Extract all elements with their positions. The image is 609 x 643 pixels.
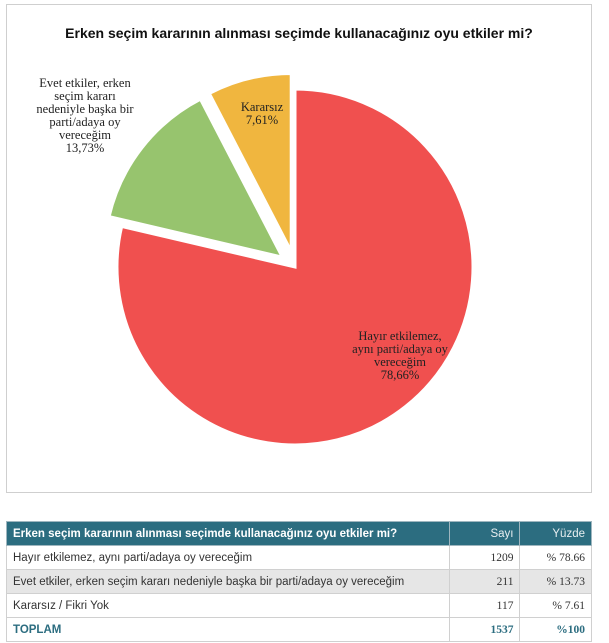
row-label: Kararsız / Fikri Yok bbox=[7, 594, 450, 618]
row-percent: % 78.66 bbox=[520, 546, 592, 570]
table-row bbox=[7, 546, 592, 570]
row-percent: % 13.73 bbox=[520, 570, 592, 594]
table-header-percent: Yüzde bbox=[520, 522, 592, 546]
table-row bbox=[7, 594, 592, 618]
slice-label-undecided: Kararsız 7,61% bbox=[240, 100, 284, 127]
pie-chart bbox=[7, 5, 593, 494]
chart-title: Erken seçim kararının alınması seçimde kullanacağınız oyu etkiler mi? bbox=[65, 25, 533, 41]
row-label: Hayır etkilemez, aynı parti/adaya oy vereceğim bbox=[7, 546, 450, 570]
table-header-count: Sayı bbox=[449, 522, 520, 546]
table-header-row bbox=[7, 522, 592, 546]
total-label: TOPLAM bbox=[7, 618, 450, 642]
row-percent: % 7.61 bbox=[520, 594, 592, 618]
table-total-row bbox=[7, 618, 592, 642]
table-row bbox=[7, 570, 592, 594]
slice-label-yes: Evet etkiler, erken seçim kararı nedeniyle başka bir parti/adaya oy vereceğim 13,73% bbox=[36, 76, 134, 155]
row-count: 211 bbox=[449, 570, 520, 594]
row-count: 1209 bbox=[449, 546, 520, 570]
total-count: 1537 bbox=[449, 618, 520, 642]
table-header-question: Erken seçim kararının alınması seçimde kullanacağınız oyu etkiler mi? bbox=[7, 522, 450, 546]
results-table bbox=[6, 521, 592, 642]
chart-frame bbox=[6, 4, 592, 493]
row-label: Evet etkiler, erken seçim kararı nedeniyle başka bir parti/adaya oy vereceğim bbox=[7, 570, 450, 594]
slice-label-no: Hayır etkilemez, aynı parti/adaya oy vereceğim 78,66% bbox=[352, 329, 448, 382]
total-percent: %100 bbox=[520, 618, 592, 642]
row-count: 117 bbox=[449, 594, 520, 618]
